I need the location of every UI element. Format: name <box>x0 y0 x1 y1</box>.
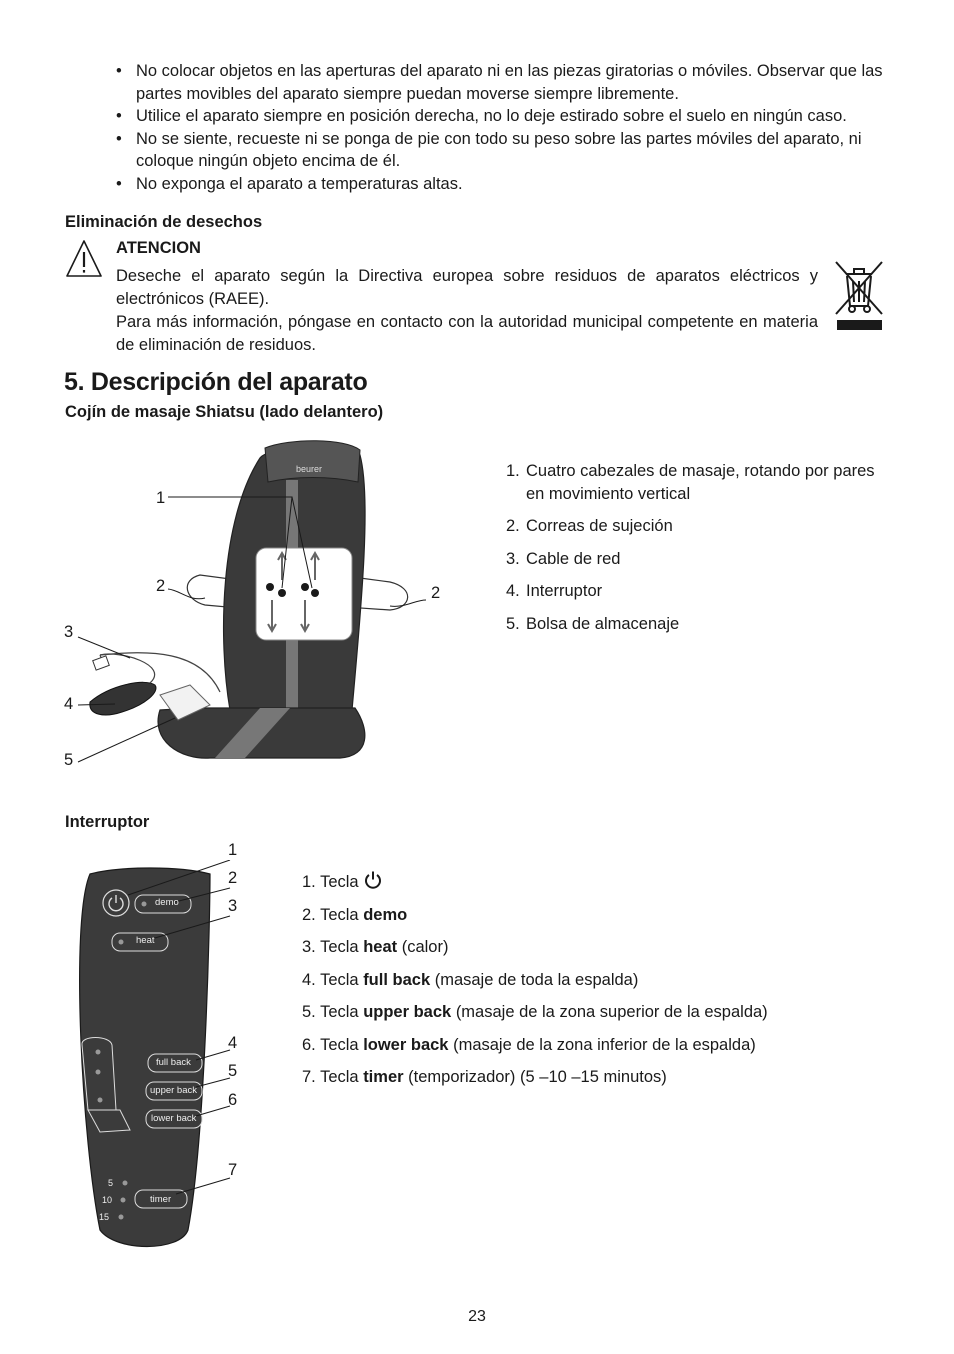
callout-label: 3 <box>64 623 74 641</box>
lower-back-button[interactable]: lower back <box>151 1113 197 1124</box>
disposal-paragraph-2: Para más información, póngase en contacto con la autoridad municipal competente en materia de eliminación de residuos. <box>116 313 818 354</box>
list-item: 3. Tecla heat (calor) <box>302 938 449 956</box>
upper-back-button[interactable]: upper back <box>150 1085 198 1096</box>
callout-label: 1 <box>228 841 238 859</box>
disposal-paragraph-1: Deseche el aparato según la Directiva europea sobre residuos de aparatos eléctricos y electrónicos (RAEE). <box>116 267 818 308</box>
cushion-parts-list <box>506 460 896 636</box>
list-item: 2. Correas de sujeción <box>506 517 673 535</box>
section-title: 5. Descripción del aparato <box>64 368 368 396</box>
timer-level-label: 15 <box>99 1212 110 1222</box>
callout-label: 2 <box>156 577 166 595</box>
list-item: 1. Cuatro cabezales de masaje, rotando por pares en movimiento vertical <box>506 462 875 503</box>
remote-heading: Interruptor <box>65 813 150 831</box>
callout-label: 3 <box>228 897 238 915</box>
callout-label: 5 <box>228 1062 238 1080</box>
demo-button[interactable]: demo <box>155 897 179 908</box>
list-item: 5. Tecla upper back (masaje de la zona superior de la espalda) <box>302 1003 768 1021</box>
callout-label: 5 <box>64 751 74 769</box>
list-item: 5. Bolsa de almacenaje <box>506 614 680 633</box>
callout-label: 2 <box>431 584 441 602</box>
list-item: 4. Tecla full back (masaje de toda la espalda) <box>302 970 639 989</box>
brand-logo: beurer <box>296 464 323 474</box>
page-number: 23 <box>468 1308 486 1325</box>
safety-bullet-list <box>114 60 894 195</box>
warning-triangle-icon <box>64 238 104 280</box>
bullet-item: • No colocar objetos en las aperturas del aparato ni en las piezas giratorias o móviles. Observar que las partes movibles del aparato siempre puedan moverse siempre libremente. <box>114 60 894 105</box>
list-item: 2. Tecla demo <box>302 905 408 924</box>
massage-cushion-illustration <box>60 440 430 780</box>
crossed-bin-icon <box>832 258 886 332</box>
callout-label: 7 <box>228 1161 238 1179</box>
list-item: 3. Cable de red <box>506 549 621 568</box>
timer-level-label: 10 <box>102 1195 113 1205</box>
remote-keys-list <box>302 870 902 1089</box>
section-subtitle: Cojín de masaje Shiatsu (lado delantero) <box>65 403 384 421</box>
full-back-button[interactable]: full back <box>156 1057 191 1068</box>
warning-title: ATENCION <box>116 239 201 257</box>
callout-label: 2 <box>228 869 238 887</box>
list-item: 1. Tecla <box>302 870 902 894</box>
bullet-item: • Utilice el aparato siempre en posición derecha, no lo deje estirado sobre el suelo en ningún caso. <box>114 105 894 128</box>
callout-label: 1 <box>156 489 166 507</box>
list-item: 7. Tecla timer (temporizador) (5 –10 –15 minutos) <box>302 1068 667 1086</box>
bullet-item: • No se siente, recueste ni se ponga de pie con todo su peso sobre las partes móviles del aparato, ni coloque ningún objeto encima de él. <box>114 128 894 173</box>
timer-level-label: 5 <box>108 1178 114 1188</box>
callout-label: 4 <box>228 1034 238 1052</box>
callout-label: 6 <box>228 1091 238 1109</box>
list-item: 6. Tecla lower back (masaje de la zona inferior de la espalda) <box>302 1035 756 1054</box>
list-item: 4. Interruptor <box>506 582 603 600</box>
bullet-item: • No exponga el aparato a temperaturas altas. <box>114 173 894 196</box>
callout-label: 4 <box>64 695 74 713</box>
heat-button[interactable]: heat <box>136 935 155 946</box>
timer-button[interactable]: timer <box>150 1194 172 1205</box>
power-icon <box>363 870 383 890</box>
disposal-heading: Eliminación de desechos <box>65 213 263 231</box>
